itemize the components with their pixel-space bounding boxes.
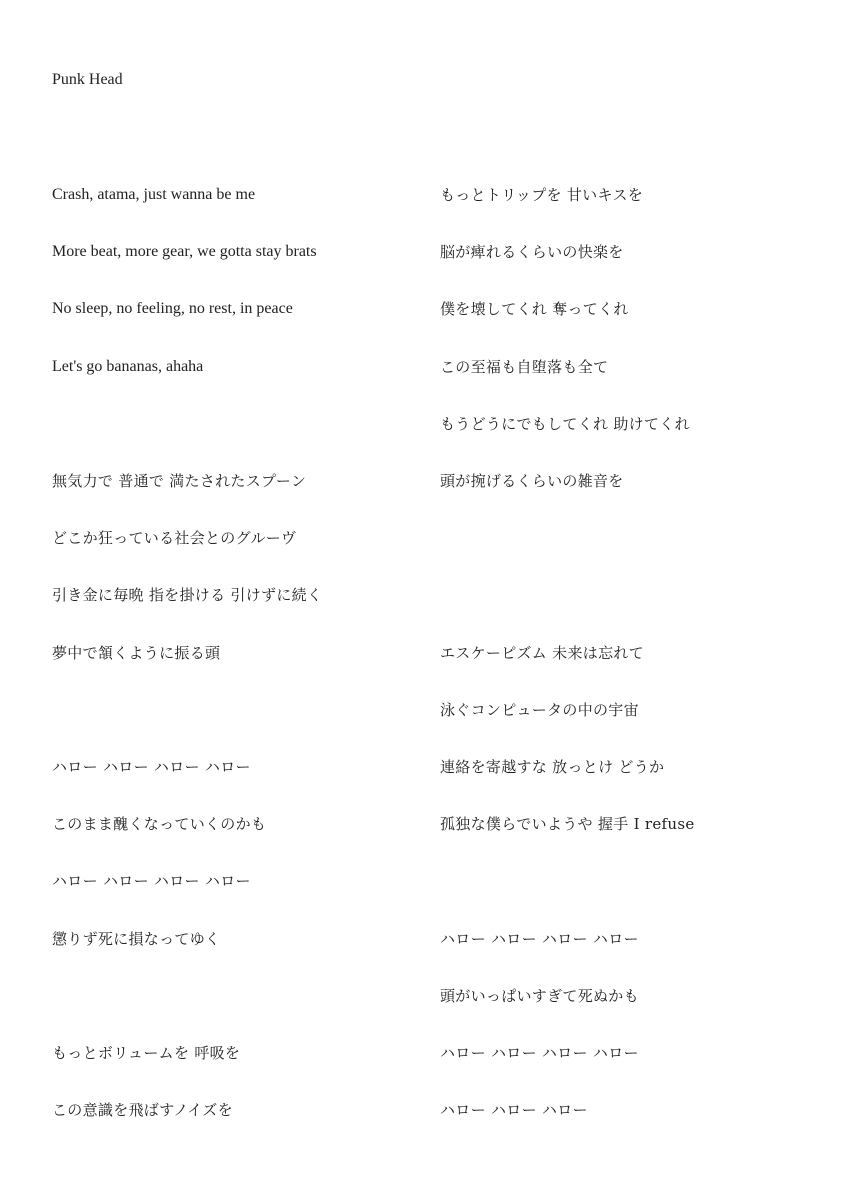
left-lyric-line: どこか狂っている社会とのグルーヴ	[52, 529, 297, 547]
page-title: Punk Head	[52, 71, 123, 88]
right-lyric-line: ハロー ハロー ハロー ハロー	[440, 930, 639, 948]
right-lyric-line: エスケーピズム 未来は忘れて	[440, 644, 644, 662]
right-lyric-line: この至福も自堕落も全て	[440, 358, 609, 376]
left-lyric-line: 引き金に毎晩 指を掛ける 引けずに続く	[52, 586, 323, 604]
right-lyric-line: もうどうにでもしてくれ 助けてくれ	[440, 415, 690, 433]
right-lyric-line: 脳が痺れるくらいの快楽を	[440, 243, 624, 261]
left-lyric-line: このまま醜くなっていくのかも	[52, 815, 267, 833]
right-lyric-line: 頭が捥げるくらいの雑音を	[440, 472, 624, 490]
right-lyric-line: ハロー ハロー ハロー ハロー	[440, 1044, 639, 1062]
left-lyric-line: Crash, atama, just wanna be me	[52, 186, 256, 203]
right-lyric-line: ハロー ハロー ハロー	[440, 1101, 588, 1119]
left-lyric-line: ハロー ハロー ハロー ハロー	[52, 758, 251, 776]
right-lyric-line: もっとトリップを 甘いキスを	[440, 186, 644, 204]
right-lyric-line: 泳ぐコンピュータの中の宇宙	[440, 701, 639, 719]
left-lyric-line: 無気力で 普通で 満たされたスプーン	[52, 472, 307, 490]
left-lyric-line: ハロー ハロー ハロー ハロー	[52, 872, 251, 890]
left-lyric-line: この意識を飛ばすノイズを	[52, 1101, 233, 1119]
left-lyric-line: 夢中で頷くように振る頭	[52, 644, 221, 662]
left-lyric-line: More beat, more gear, we gotta stay brats	[52, 243, 317, 260]
left-lyric-line: 懲りず死に損なってゆく	[52, 930, 221, 948]
right-lyric-line: 頭がいっぱいすぎて死ぬかも	[440, 987, 639, 1005]
right-lyric-line: 孤独な僕らでいようや 握手 I refuse	[440, 815, 695, 833]
right-lyric-line: 僕を壊してくれ 奪ってくれ	[440, 300, 629, 318]
left-lyric-line: No sleep, no feeling, no rest, in peace	[52, 300, 293, 317]
left-lyric-line: Let's go bananas, ahaha	[52, 358, 204, 375]
left-lyric-line: もっとボリュームを 呼吸を	[52, 1044, 241, 1062]
right-lyric-line: 連絡を寄越すな 放っとけ どうか	[440, 758, 665, 776]
